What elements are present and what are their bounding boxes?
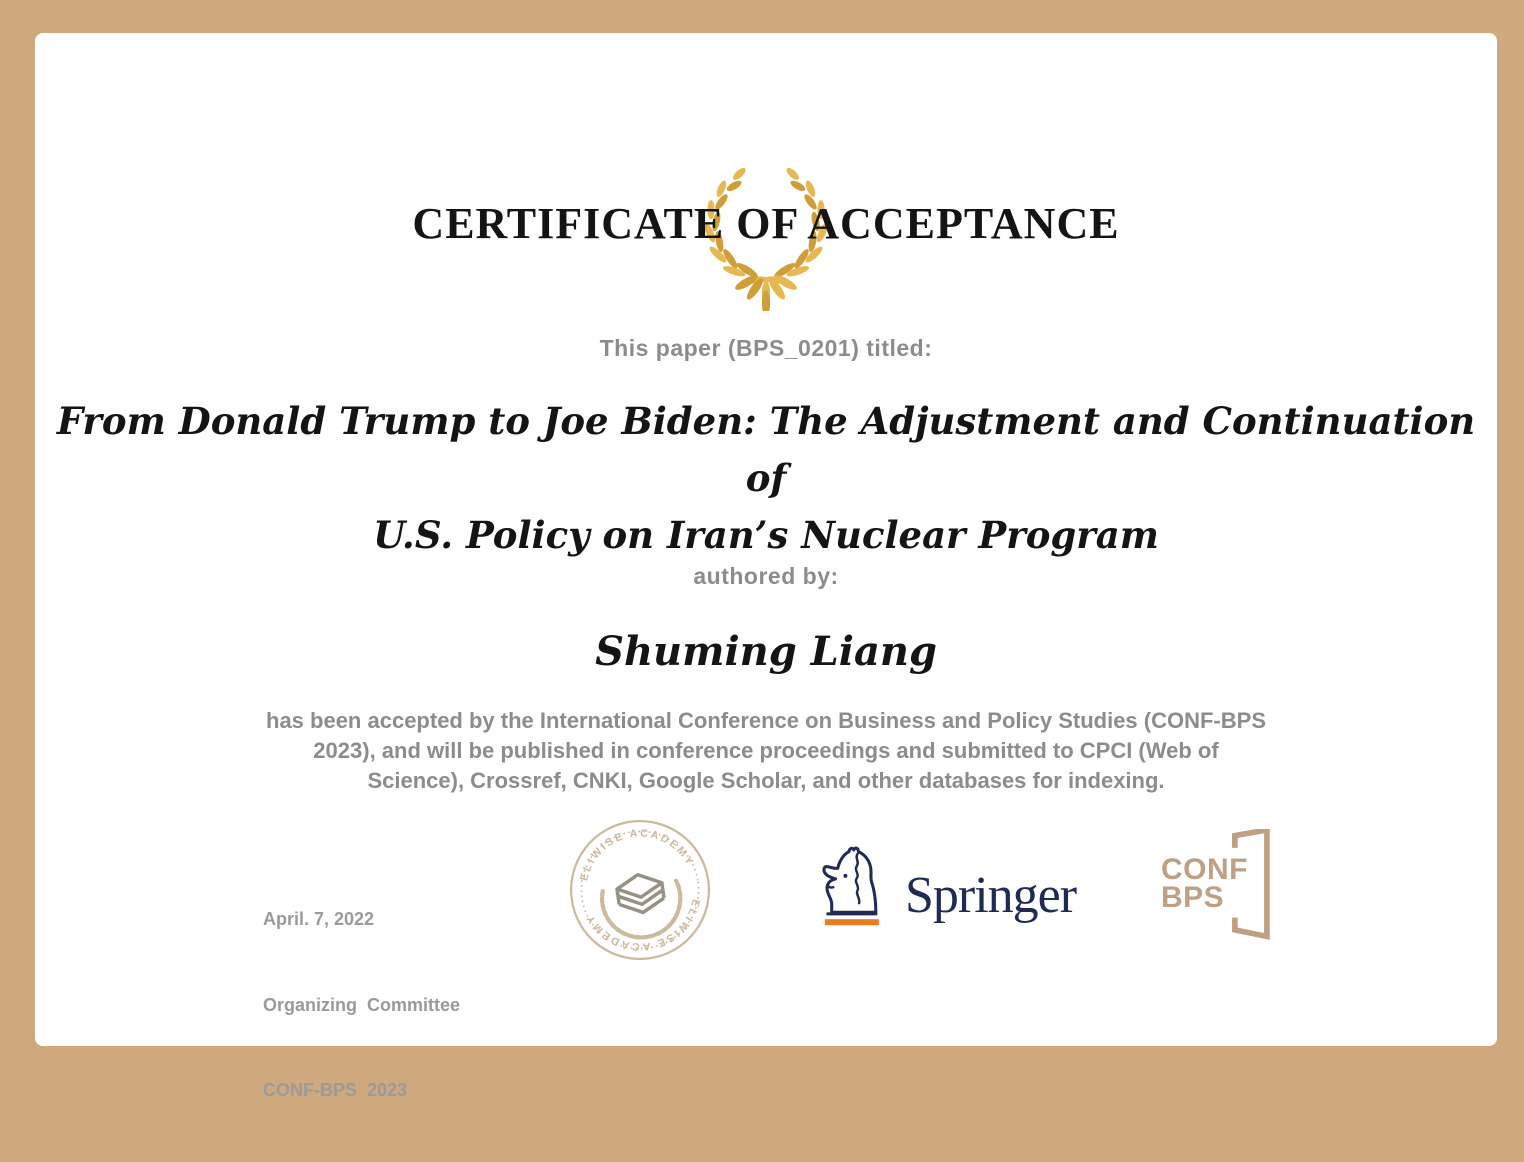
paper-id-line: This paper (BPS_0201) titled: [599, 335, 933, 361]
seal-bottom-text: ELIWISE ACADEMY [583, 897, 702, 953]
date-line: April. 7, 2022 [263, 909, 375, 929]
paper-title-line-1: From Donald Trump to Joe Biden: The Adjustment and Continuation of [56, 399, 1476, 500]
conf-bps-logo [1161, 823, 1281, 947]
date-block [263, 848, 460, 1162]
bps-line: BPS [1161, 881, 1225, 914]
seal-outer-ring [562, 812, 718, 968]
books-stack-icon [615, 872, 665, 916]
conf-line: CONF [1161, 853, 1248, 886]
author-name: Shuming Liang [595, 628, 937, 675]
svg-text:ELIWISE ACADEMY [572, 820, 697, 884]
authored-by-label: authored by: [693, 563, 839, 589]
springer-logo [815, 845, 1076, 931]
springer-knight-icon [815, 845, 891, 931]
certificate-title: CERTIFICATE OF ACCEPTANCE [412, 199, 1120, 248]
conference-line: CONF-BPS 2023 [263, 1080, 408, 1100]
certificate-panel [35, 33, 1497, 1100]
springer-orange-bar [825, 919, 879, 925]
paper-title-line-2: U.S. Policy on Iran’s Nuclear Program [373, 513, 1159, 557]
springer-wordmark: Springer [905, 867, 1077, 924]
seal-top-text: ELIWISE ACADEMY [578, 827, 697, 883]
paper-title [35, 393, 1497, 564]
eliwise-academy-seal [559, 809, 722, 972]
acceptance-statement: has been accepted by the International Conference on Business and Policy Studies (CONF-BPS 2023), and will be published in conference proceedings and submitted to CPCI (Web of Science), Crossref, CNKI, Google Scholar, and other databases for indexing. [266, 708, 1266, 793]
committee-line: Organizing Committee [263, 994, 461, 1015]
conf-bps-wordmark [1161, 853, 1248, 914]
